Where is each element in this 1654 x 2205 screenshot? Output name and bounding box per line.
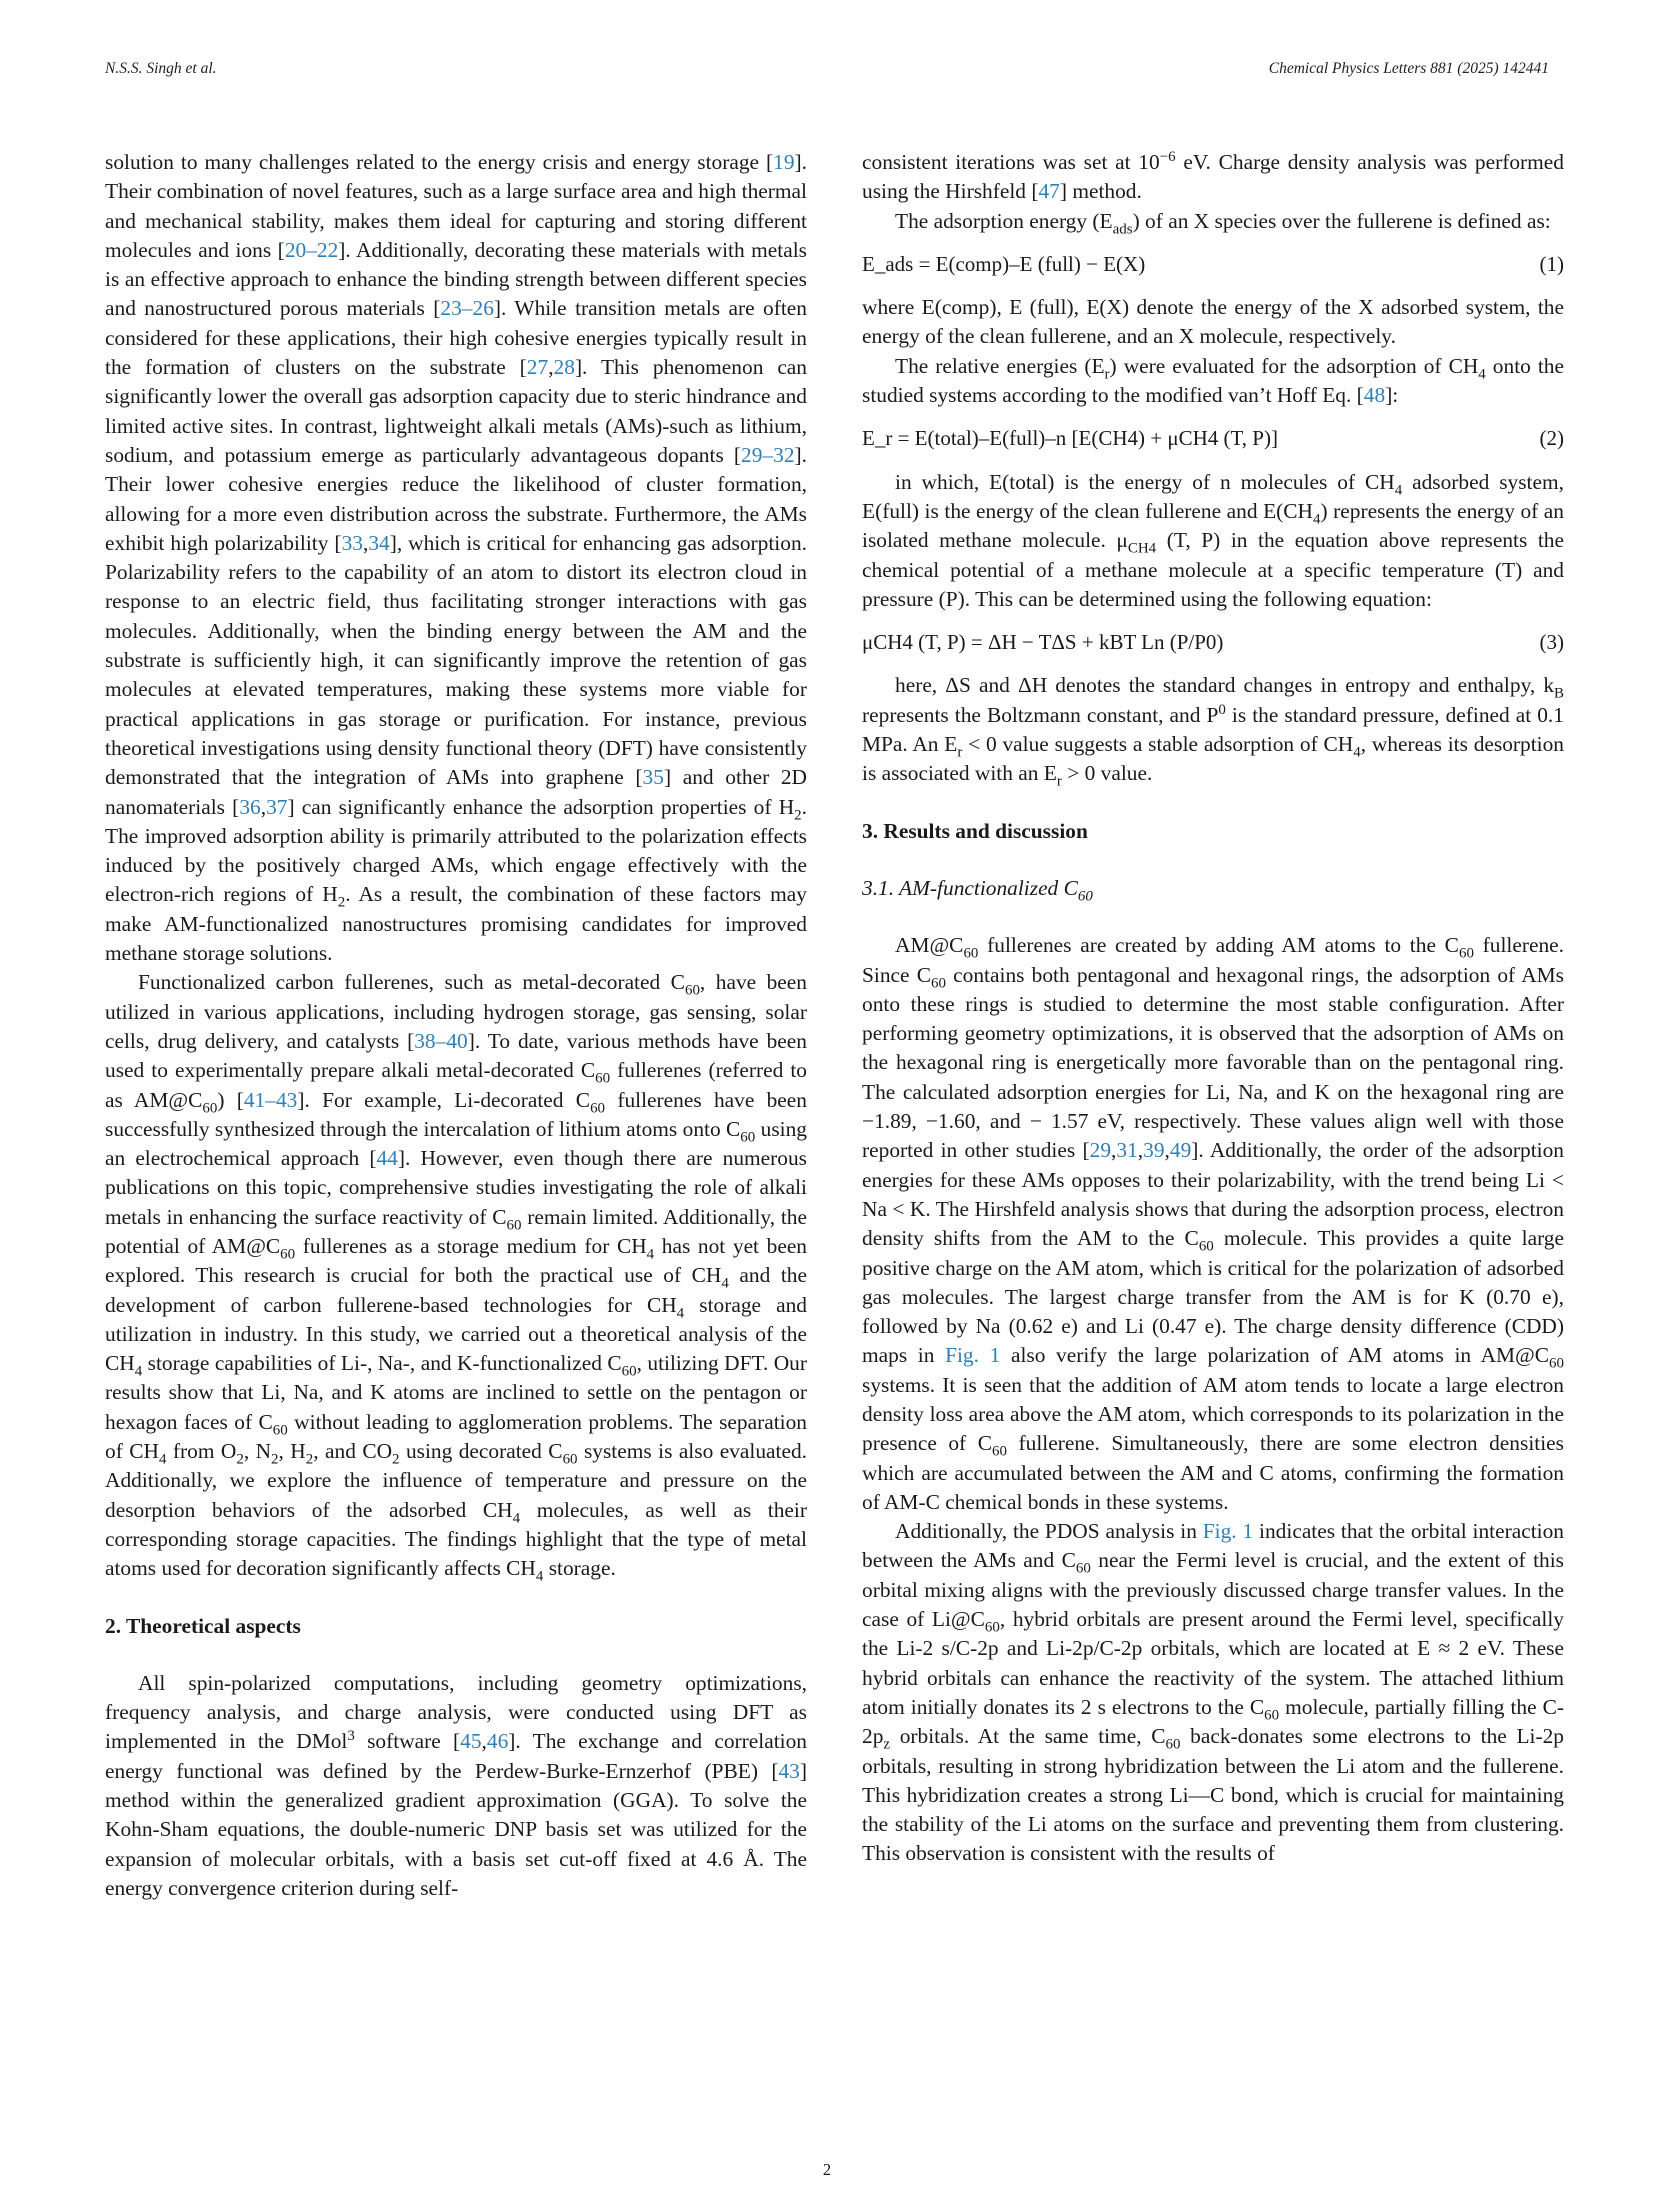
page-number: 2 (822, 2160, 832, 2179)
citation-link[interactable]: 36 (239, 794, 261, 819)
equation-3 (862, 628, 1564, 657)
citation-link[interactable]: 35 (642, 765, 664, 790)
citation-link[interactable]: 19 (773, 150, 795, 174)
running-header-authors: N.S.S. Singh et al. (105, 60, 217, 77)
figure-link[interactable]: Fig. 1 (945, 1343, 1001, 1368)
citation-link[interactable]: 28 (553, 355, 575, 380)
citation-link[interactable]: 37 (266, 794, 288, 819)
citation-link[interactable]: 43 (778, 1758, 800, 1783)
paragraph-intro-continued: solution to many challenges related to the energy crisis and energy storage [19]. Their combination of novel features, such as a large surface area and high thermal and mechanical stability, makes them ideal for capturing and storing different molecules and ions [20–22]. Additionally, decorating these materials with metals is an effective approach to enhance the binding strength between different species and nanostructured porous materials [23–26]. While transition metals are often considered for these applications, their high cohesive energies typically result in the formation of clusters on the substrate [27,28]. This phenomenon can significantly lower the overall gas adsorption capacity due to steric hindrance and limited active sites. In contrast, lightweight alkali metals (AMs)-such as lithium, sodium, and potassium emerge as particularly advantageous dopants [29–32]. Their lower cohesive energies reduce the likelihood of cluster formation, allowing for a more even distribution across the substrate. Furthermore, the AMs exhibit high polarizability [33,34], which is critical for enhancing gas adsorption. Polarizability refers to the capability of an atom to distort its electron cloud in response to an electric field, thus facilitating stronger interactions with gas molecules. Additionally, when the binding energy between the AM and the substrate is sufficiently high, it can significantly improve the retention of gas molecules at elevated temperatures, making these systems more viable for practical applications in gas storage or purification. For instance, previous theoretical investigations using density functional theory (DFT) have consistently demonstrated that the integration of AMs into graphene [35] and other 2D nanomaterials [36,37] can significantly enhance the adsorption properties of $H_2$. The improved adsorption ability is primarily attributed to the polarization effects induced by the positively charged AMs, which engage effectively with the electron-rich regions of $H_2$. As a result, the combination of these factors may make AM-functionalized nanostructures promising candidates for improved methane storage solutions. (105, 150, 807, 966)
citation-link[interactable]: 34 (368, 530, 390, 555)
citation-link[interactable]: 38–40 (414, 1028, 468, 1053)
paragraph-relative-energy: The relative energies $(E_r)$ were evaluated for the adsorption of $CH_4$ onto the studied systems according to the modified van’t Hoff Eq. [48]: (862, 353, 1565, 408)
paragraph-adsorption-energy: The adsorption energy $(E_{ads})$ of an X species over the fullerene is defined as: (895, 208, 1551, 237)
citation-link[interactable]: 39 (1143, 1138, 1165, 1163)
citation-link[interactable]: 46 (486, 1729, 509, 1754)
citation-link[interactable]: 23–26 (440, 296, 494, 321)
equation-number: (1) (1539, 251, 1564, 276)
equation-number: (2) (1539, 426, 1564, 451)
paragraph-methods-continued: consistent iterations was set at $10^{-6}$ eV. Charge density analysis was performed using the Hirshfeld [47] method. (862, 148, 1564, 204)
paragraph-methods: All spin-polarized computations, including geometry optimizations, frequency analysis, and charge analysis, were conducted using DFT as implemented in the DMol$^3$ software [45,46]. The exchange and correlation energy functional was defined by the Perdew-Burke-Ernzerhof (PBE) [43] method within the generalized gradient approximation (GGA). To solve the Kohn-Sham equations, the double-numeric DNP basis set was utilized for the expansion of molecular orbitals, with a basis set cut-off fixed at 4.6 Å. The energy convergence criterion during self- (105, 1670, 807, 1900)
citation-link[interactable]: 27 (526, 355, 549, 380)
paragraph-fullerenes: Functionalized carbon fullerenes, such as metal-decorated $C_{60}$, have been utilized in various applications, including hydrogen storage, gas sensing, solar cells, drug delivery, and catalysts [38–40]. To date, various methods have been used to experimentally prepare alkali metal-decorated $C_{60}$ fullerenes (referred to as $AM@C_{60}$) [41–43]. For example, Li-decorated $C_{60}$ fullerenes have been successfully synthesized through the intercalation of lithium atoms onto $C_{60}$ using an electrochemical approach [44]. However, even though there are numerous publications on this topic, comprehensive studies investigating the role of alkali metals in enhancing the surface reactivity of $C_{60}$ remain limited. Additionally, the potential of $AM@C_{60}$ fullerenes as a storage medium for $CH_4$ has not yet been explored. This research is crucial for both the practical use of $CH_4$ and the development of carbon fullerene-based technologies for $CH_4$ storage and utilization in industry. In this study, we carried out a theoretical analysis of the $CH_4$ storage capabilities of Li-, Na-, and K-functionalized $C_{60}$, utilizing DFT. Our results show that Li, Na, and K atoms are inclined to settle on the pentagon or hexagon faces of $C_{60}$ without leading to agglomeration problems. The separation of $CH_4$ from $O_2$, $N_2$, $H_2$, and $CO_2$ using decorated $C_{60}$ systems is also evaluated. Additionally, we explore the influence of temperature and pressure on the desorption behaviors of the adsorbed $CH_4$ molecules, as well as their corresponding storage capacities. The findings highlight that the type of metal atoms used for decoration significantly affects $CH_4$ storage. (105, 970, 808, 1585)
equation-body: E_ads = E(comp)–E (full) − E(X) (862, 251, 1146, 276)
paragraph-eq1-definition: where E(comp), E (full), E(X) denote the energy of the X adsorbed system, the energy of the clean fullerene, and an X molecule, respectively. (862, 295, 1564, 349)
citation-link[interactable]: 48 (1363, 383, 1386, 408)
citation-link[interactable]: 31 (1116, 1138, 1138, 1163)
paragraph-eq2-definition: in which, E(total) is the energy of n molecules of $CH_4$ adsorbed system, E(full) is the energy of the clean fullerene and $E(CH_4)$ represents the energy of an isolated methane molecule. $\mu_{CH4}$ (T, P) in the equation above represents the chemical potential of a methane molecule at a specific temperature (T) and pressure (P). This can be determined using the following equation: (862, 469, 1564, 611)
citation-link[interactable]: 47 (1038, 179, 1060, 204)
paragraph-pdos: Additionally, the PDOS analysis in Fig. 1 indicates that the orbital interaction between the AMs and $C_{60}$ near the Fermi level is crucial, and the extent of this orbital mixing aligns with the previously discussed charge transfer values. In the case of $Li@C_{60}$, hybrid orbitals are present around the Fermi level, specifically the Li-2 s/C-2p and Li-2p/C-2p orbitals, which are located at E ≈ 2 eV. These hybrid orbitals can enhance the reactivity of the system. The attached lithium atom initially donates its 2 s electrons to the $C_{60}$ molecule, partially filling the $C-2p_z$ orbitals. At the same time, $C_{60}$ back-donates some electrons to the Li-2p orbitals, resulting in strong hybridization between the Li atom and the fullerene. This hybridization creates a strong Li—C bond, which is crucial for maintaining the stability of the Li atoms on the surface and preventing them from clustering. This observation is consistent with the results of (862, 1519, 1565, 1866)
running-header-journal: Chemical Physics Letters 881 (2025) 142441 (1268, 60, 1549, 77)
citation-link[interactable]: 29 (1089, 1138, 1112, 1163)
citation-link[interactable]: 45 (460, 1729, 482, 1754)
equation-1 (862, 250, 1564, 279)
equation-body: μCH4 (T, P) = ΔH − TΔS + kBT Ln (P/P0) (862, 630, 1224, 655)
section-heading-results: 3. Results and discussion (862, 818, 1088, 843)
subsection-heading-am-functionalized: 3.1. AM-functionalized $C_{60}$ (862, 875, 1093, 905)
citation-link[interactable]: 41–43 (243, 1087, 298, 1112)
equation-body: E_r = E(total)–E(full)–n [E(CH4) + μCH4 (T, P)] (862, 426, 1278, 451)
citation-link[interactable]: 29–32 (741, 442, 795, 467)
right-column (862, 148, 1564, 1869)
left-column (105, 148, 807, 1903)
citation-link[interactable]: 20–22 (284, 237, 339, 262)
figure-link[interactable]: Fig. 1 (1202, 1519, 1254, 1544)
citation-link[interactable]: 44 (376, 1146, 398, 1171)
citation-link[interactable]: 49 (1169, 1138, 1192, 1163)
paragraph-am-c60: $AM@C_{60}$ fullerenes are created by adding AM atoms to the $C_{60}$ fullerene. Since $C_{60}$ contains both pentagonal and hexagonal rings, the adsorption of AMs onto these rings is studied to determine the most stable configuration. After performing geometry optimizations, it is observed that the adsorption of AMs on the hexagonal ring is energetically more favorable than on the pentagonal ring. The calculated adsorption energies for Li, Na, and K on the hexagonal ring are −1.89, −1.60, and − 1.57 eV, respectively. These values align well with those reported in other studies [29,31,39,49]. Additionally, the order of the adsorption energies for these AMs opposes to their polarizability, with the trend being Li < Na < K. The Hirshfeld analysis shows that during the adsorption process, electron density shifts from the AM to the $C_{60}$ molecule. This provides a quite large positive charge on the AM atom, which is critical for the polarization of adsorbed gas molecules. The largest charge transfer from the AM is for K (0.70 e), followed by Na (0.62 e) and Li (0.47 e). The charge density difference (CDD) maps in Fig. 1 also verify the large polarization of AM atoms in $AM@C_{60}$ systems. It is seen that the addition of AM atom tends to locate a large electron density loss area above the AM atom, which corresponds to its polarization in the presence of $C_{60}$ fullerene. Simultaneously, there are some electron densities which are accumulated between the AM and C atoms, confirming the formation of AM-C chemical bonds in these systems. (862, 933, 1565, 1514)
equation-number: (3) (1539, 630, 1564, 655)
equation-2 (862, 424, 1564, 453)
paragraph-eq3-definition: here, ΔS and ΔH denotes the standard changes in entropy and enthalpy, $k_B$ represents the Boltzmann constant, and $P^0$ is the standard pressure, defined at 0.1 MPa. An $E_r < 0$ value suggests a stable adsorption of $CH_4$, whereas its desorption is associated with an $E_r > 0$ value. (862, 673, 1565, 790)
section-heading-theoretical: 2. Theoretical aspects (105, 1613, 301, 1638)
citation-link[interactable]: 33 (341, 530, 363, 555)
